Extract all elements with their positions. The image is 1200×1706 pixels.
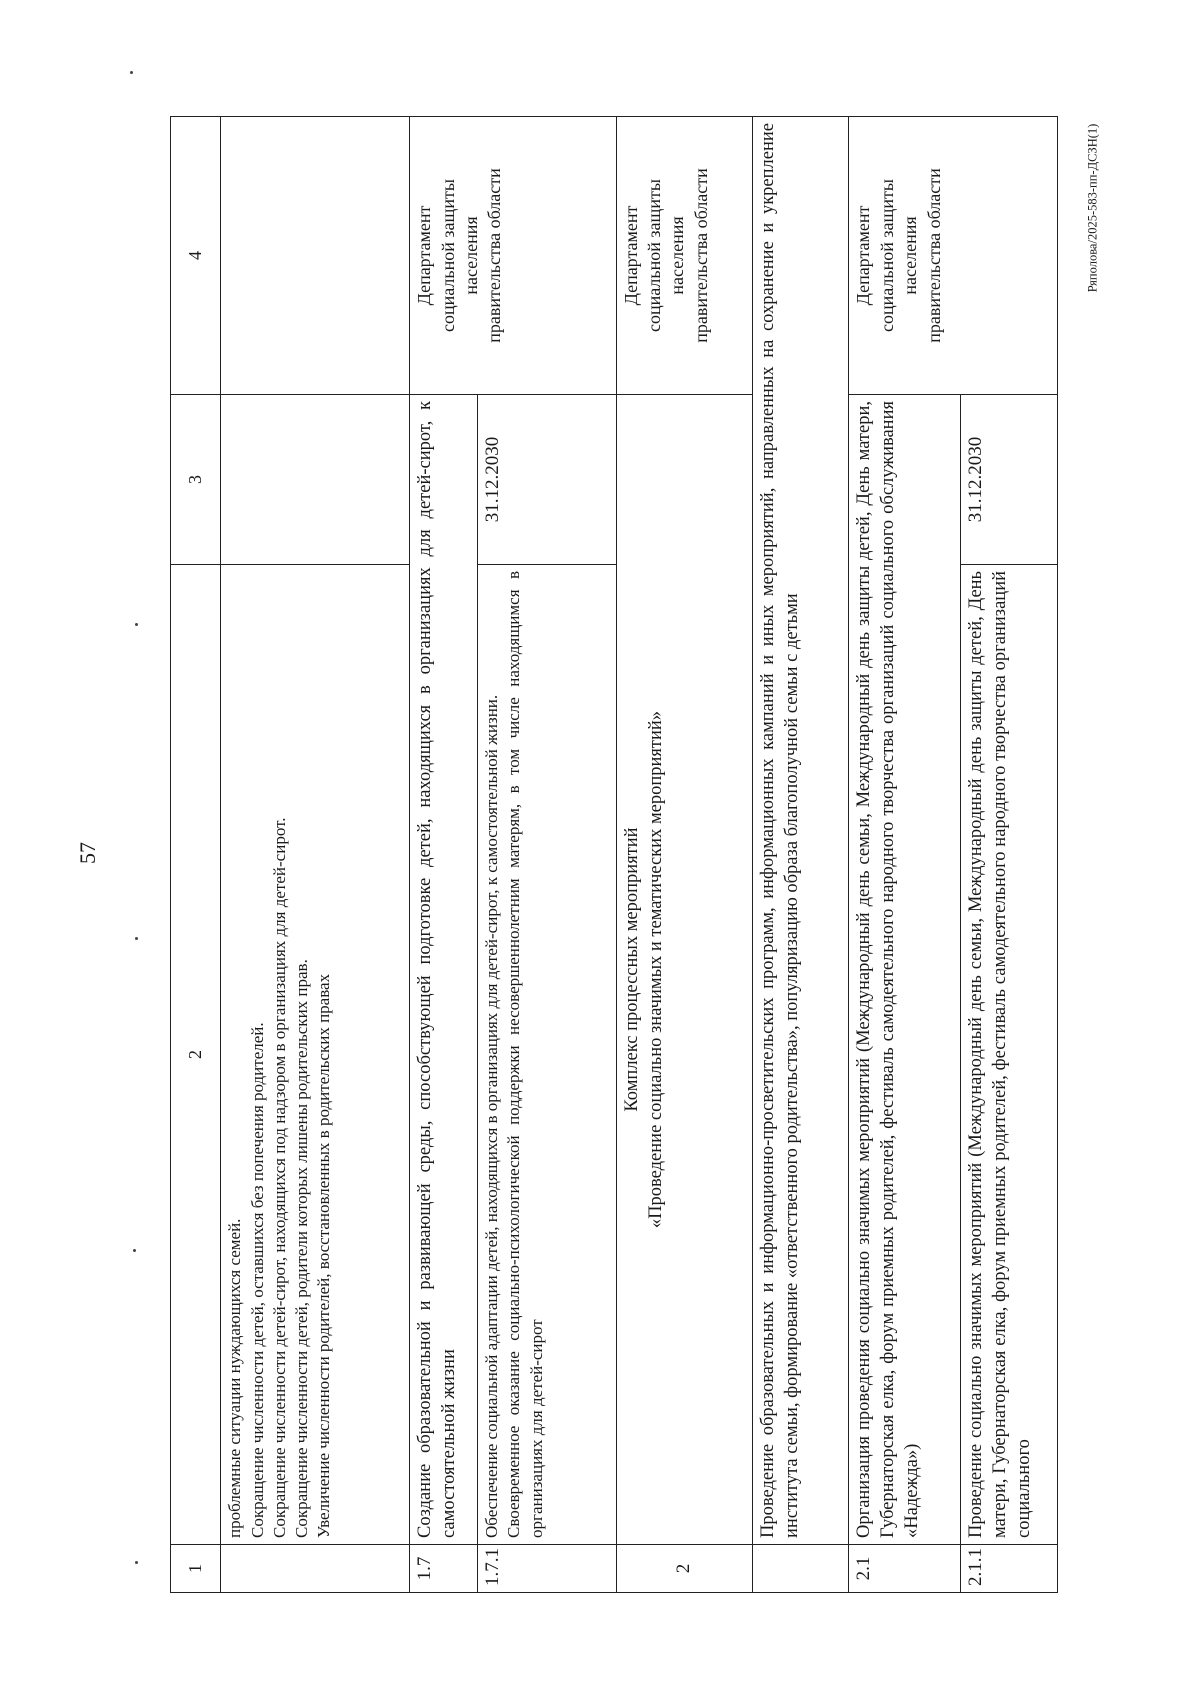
header-row xyxy=(171,117,221,1593)
responsible-line: населения xyxy=(461,216,482,295)
row-description: Организация проведения социально значимых мероприятий (Международный день семьи, Международный день защиты детей, День матери, Губернаторская елка, форум приемных родителей, фестиваль самодеятельного народного творчества организаций социального обслуживания «Надежда») xyxy=(849,395,961,1545)
row-number: 1.7.1 xyxy=(478,1545,616,1593)
row-description: Проведение социально значимых мероприятий (Международный день семьи, Международный день защиты детей, День матери, Губернаторская елка, форум приемных родителей, фестиваль самодеятельного народного творчества организаций социального xyxy=(961,565,1058,1545)
page-number: 57 xyxy=(75,842,100,864)
row-description xyxy=(478,565,616,1545)
row-description xyxy=(221,565,410,1545)
title-line: «Проведение социально значимых и тематических мероприятий» xyxy=(645,710,666,1229)
header-col-2: 2 xyxy=(171,565,221,1545)
header-col-4: 4 xyxy=(171,117,221,395)
rotated-table-container xyxy=(170,117,1058,1593)
responsible-line: социальной защиты xyxy=(644,179,665,332)
row-title xyxy=(616,395,752,1545)
row-description: Проведение образовательных и информационно-просветительских программ, информационных кампаний и иных мероприятий, направленных на сохранение и укрепление института семьи, формирование «ответственного родительства», популяризацию образа благополучной семьи с детьми xyxy=(752,117,849,1545)
text-line: Увеличение численности родителей, восстановленных в родительских правах xyxy=(313,973,333,1538)
table-row xyxy=(849,117,961,1593)
row-responsible xyxy=(221,117,410,395)
responsible-line: социальной защиты xyxy=(876,179,897,332)
scan-speck xyxy=(135,937,138,940)
row-number: 1.7 xyxy=(410,1545,478,1593)
responsible-line: социальной защиты xyxy=(437,179,458,332)
row-number xyxy=(221,1545,410,1593)
text-line: проблемные ситуации нуждающихся семей. xyxy=(225,1218,245,1538)
scan-speck xyxy=(130,71,133,74)
row-responsible xyxy=(410,117,616,395)
row-deadline: 31.12.2030 xyxy=(478,395,616,565)
responsible-line: Департамент xyxy=(620,205,641,306)
table-row xyxy=(221,117,410,1593)
row-number: 2.1 xyxy=(849,1545,961,1593)
responsible-line: правительства области xyxy=(923,168,944,343)
table-row xyxy=(752,117,849,1593)
document-code: Ряполова/2025-583-пп-ДСЗН(1) xyxy=(1085,123,1100,293)
responsible-line: правительства области xyxy=(484,168,505,343)
row-deadline: 31.12.2030 xyxy=(961,395,1058,565)
row-number: 2 xyxy=(616,1545,752,1593)
title-line: Комплекс процессных мероприятий xyxy=(621,827,642,1112)
responsible-line: правительства области xyxy=(690,168,711,343)
row-number xyxy=(752,1545,849,1593)
responsible-line: населения xyxy=(900,216,921,295)
scan-speck xyxy=(133,1249,136,1252)
header-col-1: 1 xyxy=(171,1545,221,1593)
row-responsible xyxy=(849,117,1058,395)
row-responsible xyxy=(616,117,752,395)
table-row xyxy=(410,117,478,1593)
table-row xyxy=(616,117,752,1593)
text-line: Обеспечение социальной адаптации детей, находящихся в организациях для детей-сирот, к самостоятельной жизни. xyxy=(482,694,502,1538)
text-line: Сокращение численности детей, оставшихся без попечения родителей. xyxy=(247,1022,267,1538)
text-line: Своевременное оказание социально-психологической поддержки несовершеннолетним матерям, в том числе находящимся в организациях для детей-сирот xyxy=(504,571,546,1538)
header-col-3: 3 xyxy=(171,395,221,565)
responsible-line: Департамент xyxy=(853,205,874,306)
text-line: Сокращение численности детей, родители которых лишены родительских прав. xyxy=(291,959,311,1538)
scan-speck xyxy=(135,1561,138,1564)
measures-table xyxy=(170,116,1058,1593)
row-description: Создание образовательной и развивающей среды, способствующей подготовке детей, находящихся в организациях для детей-сирот, к самостоятельной жизни xyxy=(410,395,478,1545)
text-line: Сокращение численности детей-сирот, находящихся под надзором в организациях для детей-сирот. xyxy=(269,817,289,1538)
responsible-line: населения xyxy=(667,216,688,295)
row-deadline xyxy=(221,395,410,565)
row-number: 2.1.1 xyxy=(961,1545,1058,1593)
responsible-line: Департамент xyxy=(414,205,435,306)
scan-speck xyxy=(135,623,138,626)
